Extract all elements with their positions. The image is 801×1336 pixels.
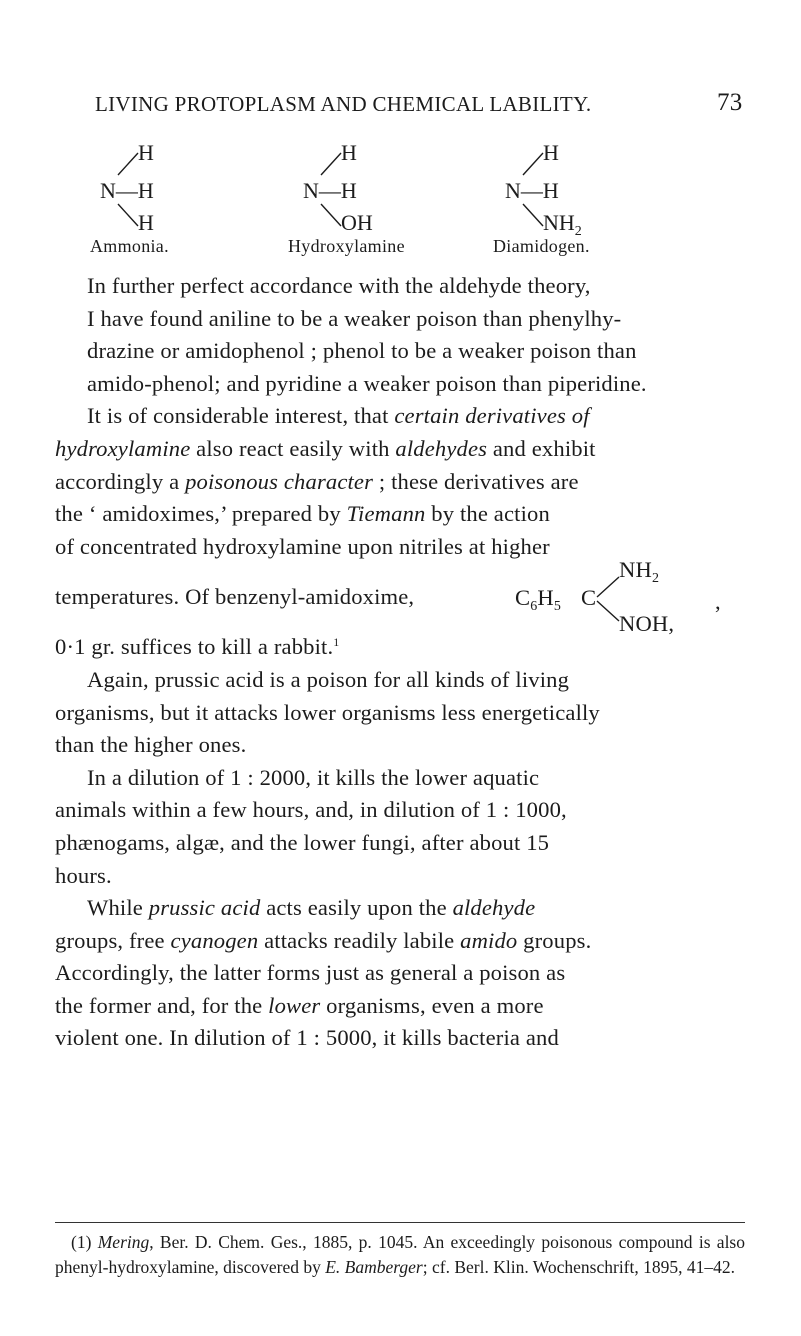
footnote: (1) Mering, Ber. D. Chem. Ges., 1885, p. 1045. An exceedingly poisonous compound is also phenyl-hydroxylamine, discovered by E. Bamberger; cf. Berl. Klin. Wochenschrift, 1895, 41–42. bbox=[55, 1232, 745, 1277]
paragraph-rabbit: 0·1 gr. suffices to kill a rabbit.$^1$ bbox=[55, 634, 340, 660]
formula-hydroxylamine bbox=[288, 140, 493, 265]
bond-down bbox=[523, 204, 543, 226]
bond-up bbox=[321, 153, 341, 175]
atom-top: H bbox=[341, 140, 357, 165]
main-text bbox=[55, 270, 745, 1055]
formula-diamidogen bbox=[493, 140, 695, 265]
paragraph-aldehyde-theory: In further perfect accordance with the aldehyde theory, I have found aniline to be a weaker poison than phenylhy- drazine or amidophenol ; phenol to be a weaker poison than amido-phenol; and pyridine a weaker poison than piperidine. bbox=[87, 273, 647, 396]
paragraph-prussic-acid: Again, prussic acid is a poison for all kinds of living organisms, but it attacks lower organisms less energetically than the higher ones. bbox=[55, 666, 600, 758]
comma: , bbox=[715, 589, 721, 615]
paragraph-cyanogen: While prussic acid acts easily upon the aldehyde groups, free cyanogen attacks readily labile amido groups. Accordingly, the latter forms just as general a poison as the former and, for the lower organisms, even a more violent one. In dilution of 1 : 5000, it kills bacteria and bbox=[55, 895, 592, 1051]
atom-top: H bbox=[543, 140, 559, 165]
caption-hydroxylamine: Hydroxylamine bbox=[288, 236, 405, 256]
structural-formulas bbox=[90, 140, 720, 265]
atom-middle: N—H bbox=[303, 178, 357, 203]
caption-diamidogen: Diamidogen. bbox=[493, 236, 590, 256]
paragraph-dilution: In a dilution of 1 : 2000, it kills the lower aquatic animals within a few hours, and, in dilution of 1 : 1000, phænogams, algæ, and the lower fungi, after about 15 hours. bbox=[55, 764, 567, 888]
group-noh: NOH, bbox=[619, 611, 675, 637]
bond-up bbox=[597, 577, 619, 597]
atom-middle: N—H bbox=[100, 178, 154, 203]
atom-bottom: H bbox=[138, 210, 154, 235]
bond-down bbox=[321, 204, 341, 226]
formula-ammonia bbox=[90, 140, 290, 265]
running-title: LIVING PROTOPLASM AND CHEMICAL LABILITY. bbox=[95, 92, 592, 116]
caption-ammonia: Ammonia. bbox=[90, 236, 169, 256]
atom-bottom: OH bbox=[341, 210, 373, 235]
bond-up bbox=[523, 153, 543, 175]
footnote-divider bbox=[55, 1222, 745, 1223]
benzenyl-amidoxime-line: temperatures. Of benzenyl-amidoxime, $C_6H_5$ C $NH_2$ NOH, , bbox=[55, 549, 745, 645]
atom-middle: N—H bbox=[505, 178, 559, 203]
group-nh2: $NH_2$ bbox=[619, 557, 660, 587]
footnote-ref: 1 bbox=[333, 635, 340, 650]
formula-carbon: C bbox=[581, 585, 597, 611]
atom-top: H bbox=[138, 140, 154, 165]
formula-c6h5: $C_6H_5$ bbox=[515, 585, 562, 615]
paragraph-amidoximes: It is of considerable interest, that certain derivatives of hydroxylamine also react easily with aldehydes and exhibit accordingly a poisonous character ; these derivatives are the ‘ amidoximes,’ prepared by Tiemann by the action of concentrated hydroxylamine upon nitriles at higher bbox=[55, 403, 596, 559]
bond-down bbox=[597, 601, 619, 621]
bond-up bbox=[118, 153, 138, 175]
benzenyl-amidoxime-formula bbox=[515, 549, 745, 645]
page-number: 73 bbox=[717, 89, 743, 116]
atom-bottom: $NH_2$ bbox=[543, 210, 582, 239]
bond-down bbox=[118, 204, 138, 226]
running-header bbox=[95, 89, 743, 117]
